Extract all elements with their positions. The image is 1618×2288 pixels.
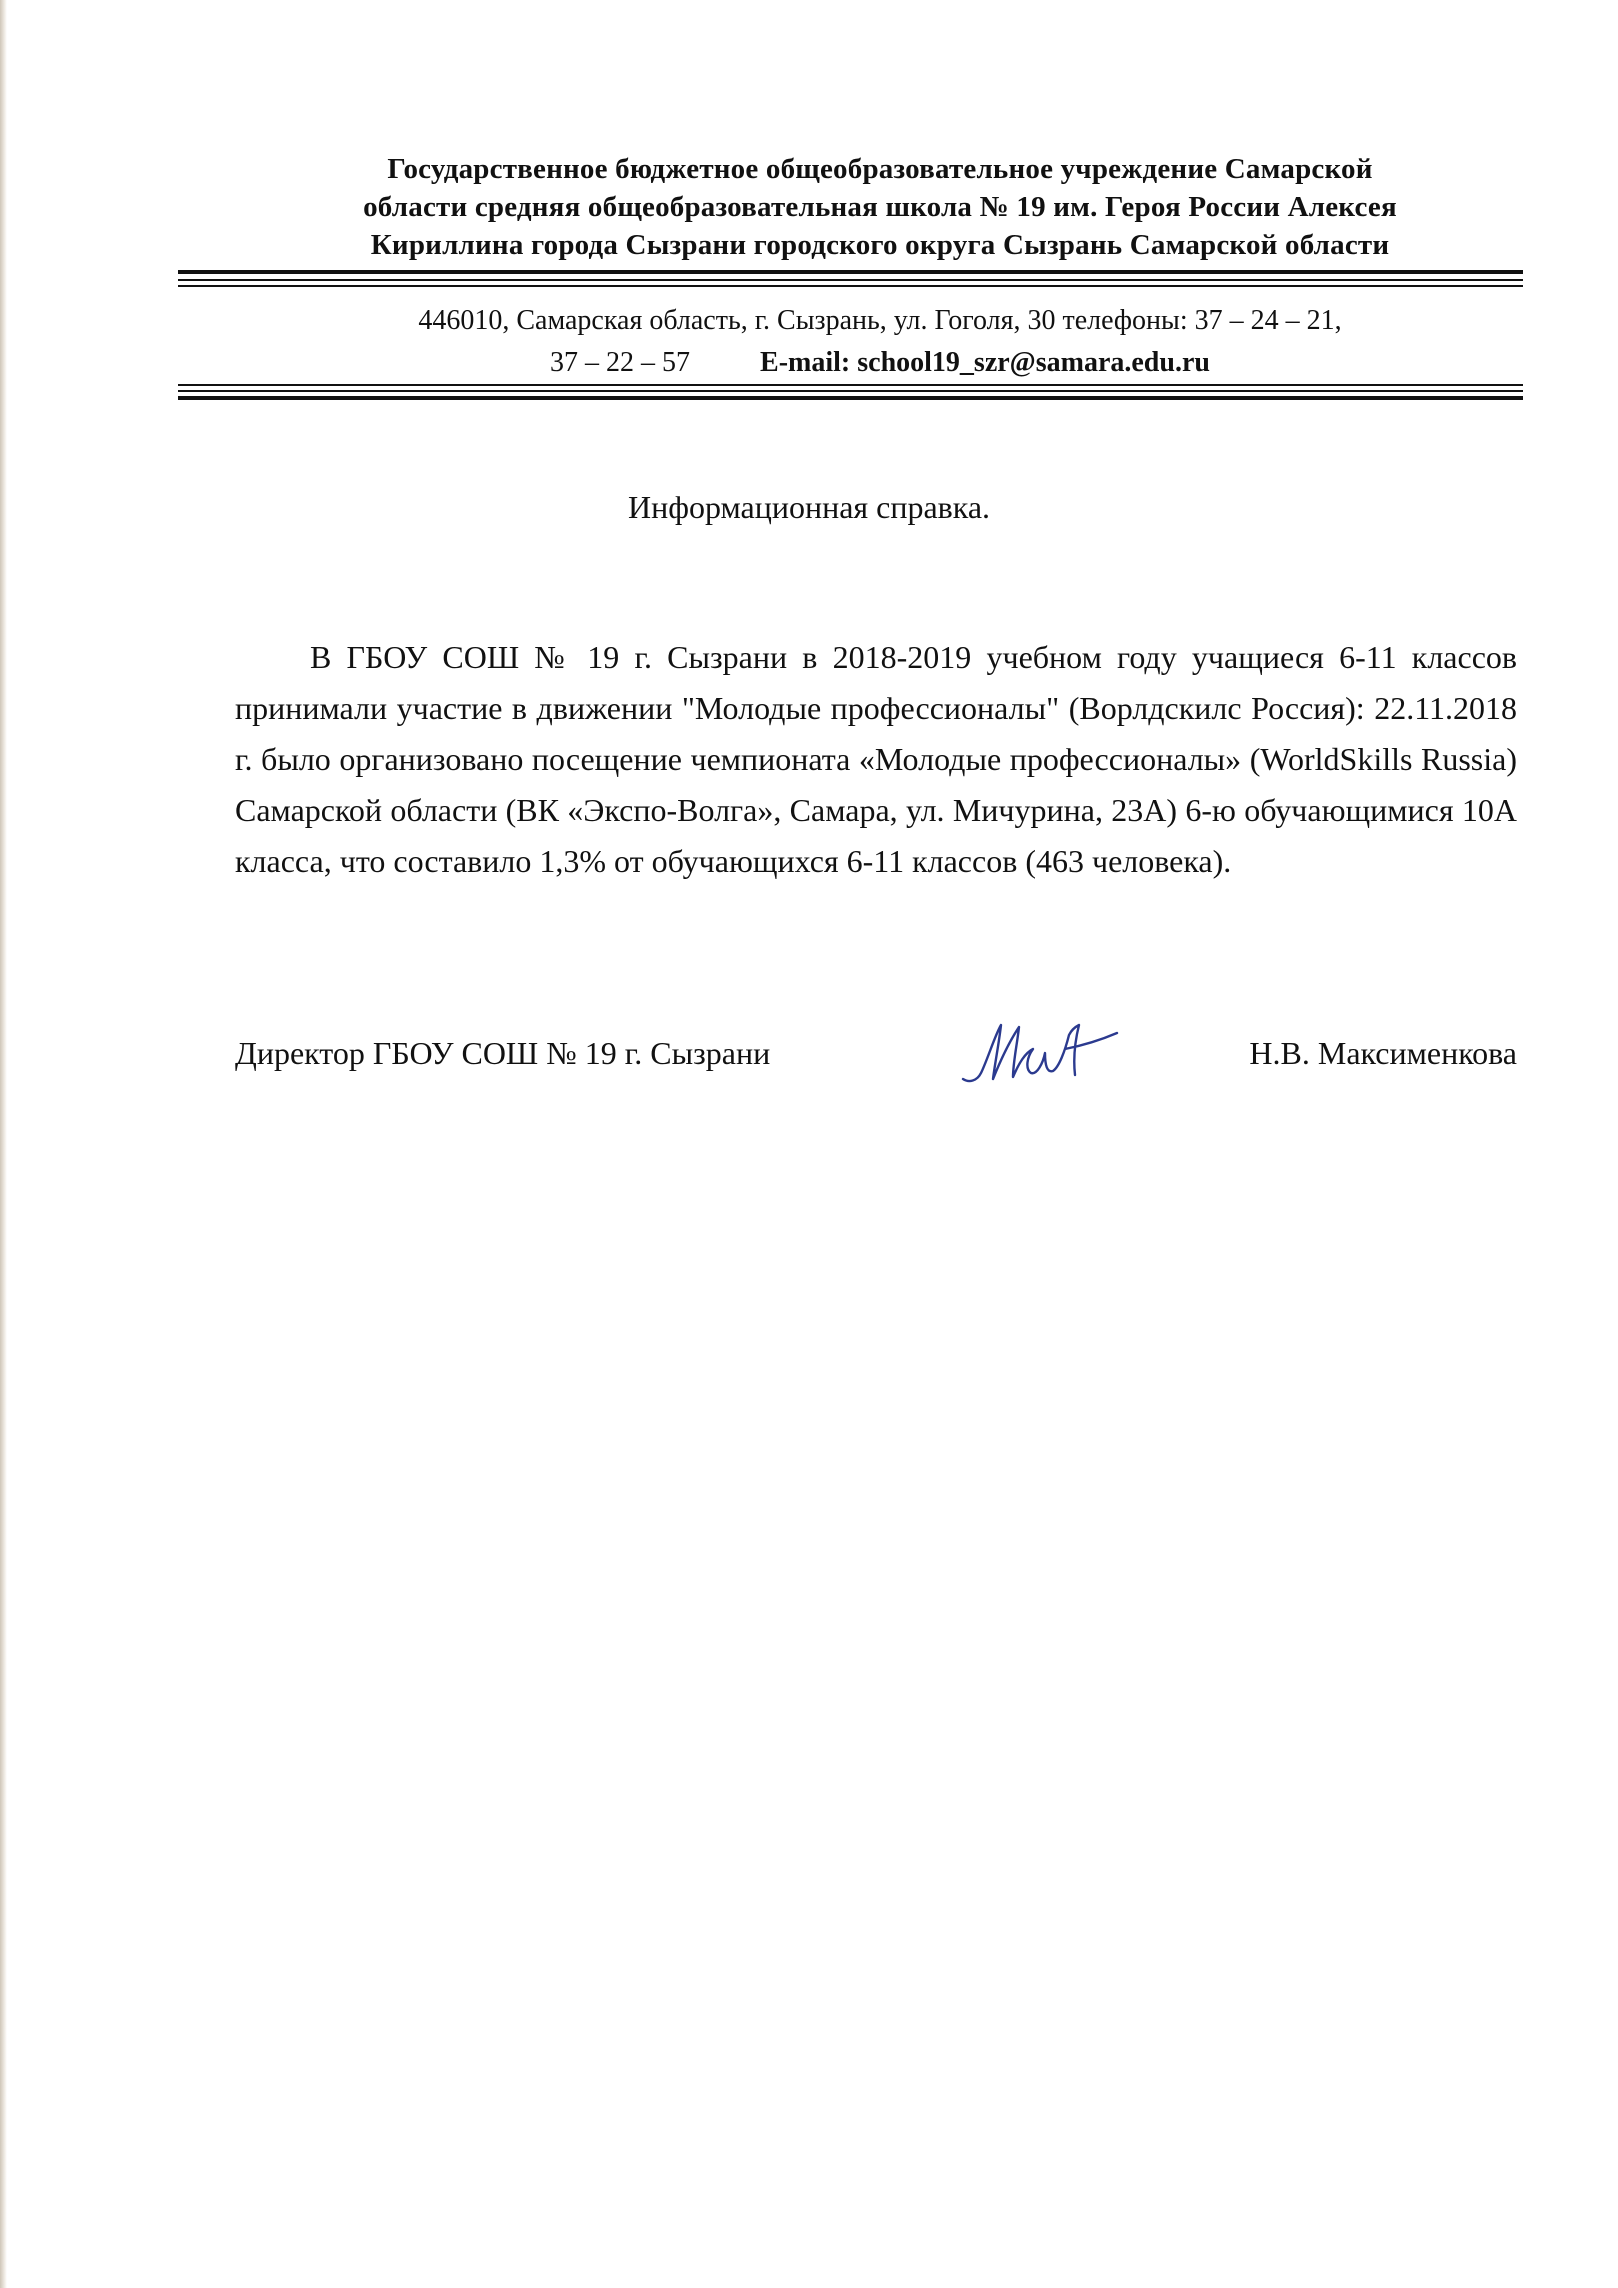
letterhead-line-1: Государственное бюджетное общеобразовательное учреждение Самарской xyxy=(387,153,1373,185)
letterhead-rule-top-thin-2 xyxy=(178,285,1523,287)
signature-block xyxy=(235,1013,1517,1093)
letterhead-rule-top-thin-1 xyxy=(178,279,1523,281)
signatory-position: Директор ГБОУ СОШ № 19 г. Сызрани xyxy=(235,1035,771,1071)
phone-number-2: 37 – 22 – 57 xyxy=(550,347,691,378)
handwritten-signature xyxy=(955,1013,1125,1093)
letterhead-rule-top-thick xyxy=(178,270,1523,274)
document-title: Информационная справка. xyxy=(627,489,991,525)
letterhead-line-3: Кириллина города Сызрани городского округа Сызрань Самарской области xyxy=(370,229,1390,261)
letterhead-rule-bottom-thin-1 xyxy=(178,384,1523,386)
letterhead-rule-bottom-thick xyxy=(178,396,1523,400)
letterhead-rule-bottom-thin-2 xyxy=(178,390,1523,392)
email-address: school19_szr@samara.edu.ru xyxy=(857,347,1210,378)
body-paragraph: В ГБОУ СОШ № 19 г. Сызрани в 2018-2019 учебном году учащиеся 6-11 классов принимали участие в движении "Молодые профессионалы" (Ворлдскилс Россия): 22.11.2018 г. было организовано посещение чемпионата «Молодые профессионалы» (WorldSkills Russia) Самарской области (ВК «Экспо-Волга», Самара, ул. Мичурина, 23А) 6-ю обучающимися 10А класса, что составило 1,3% от обучающихся 6-11 классов (463 человека). xyxy=(235,639,1517,879)
letterhead-contacts xyxy=(250,300,1510,384)
letterhead-line-2: области средняя общеобразовательная школа № 19 им. Героя России Алексея xyxy=(363,191,1397,223)
phone-email-line xyxy=(250,342,1510,384)
scan-edge-shadow xyxy=(0,0,7,2288)
address-phone-line: 446010, Самарская область, г. Сызрань, ул. Гоголя, 30 телефоны: 37 – 24 – 21, xyxy=(418,305,1342,336)
letterhead-title xyxy=(250,150,1510,264)
signatory-name: Н.В. Максименкова xyxy=(1249,1035,1517,1071)
email-label: E-mail: xyxy=(760,347,851,378)
